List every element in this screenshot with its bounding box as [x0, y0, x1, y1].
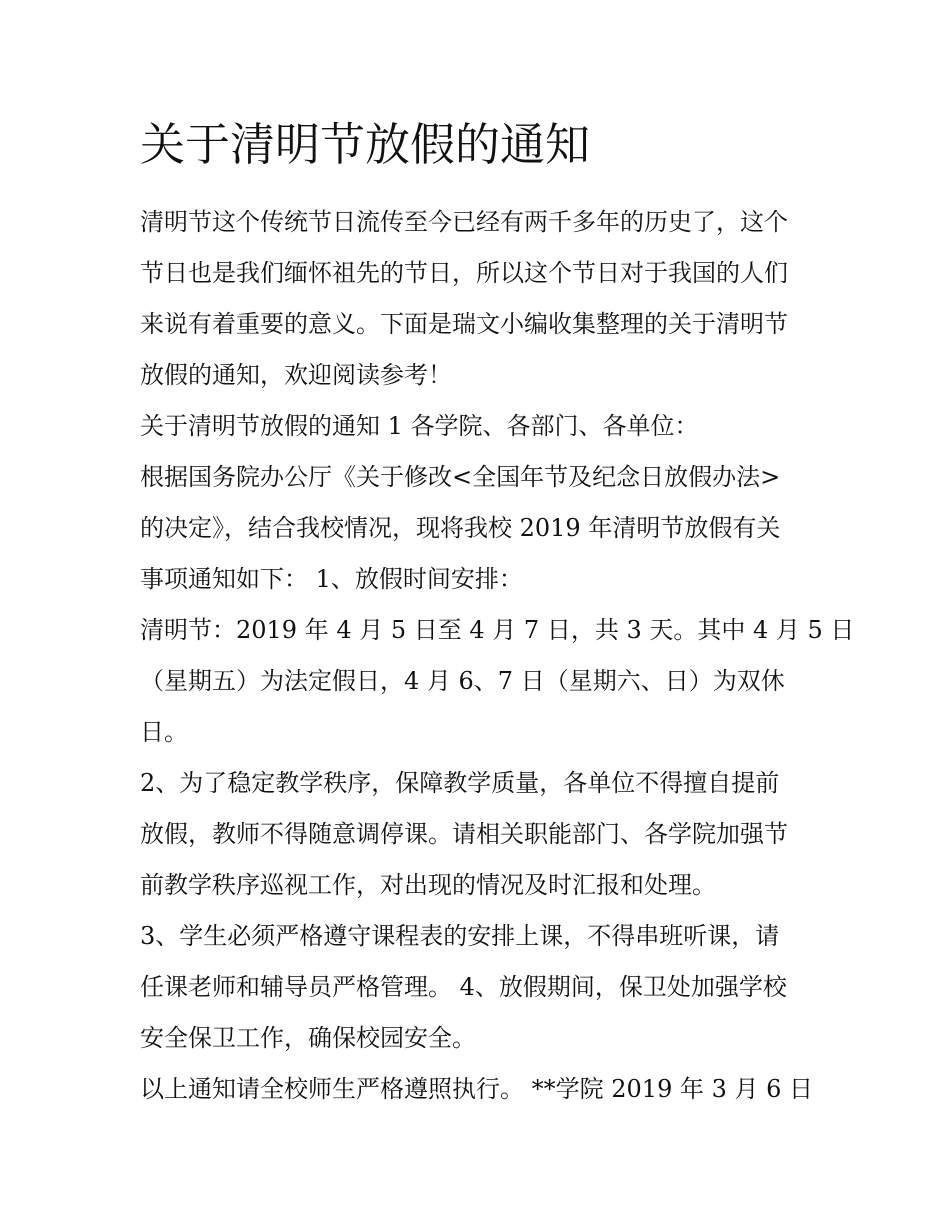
- document-title: 关于清明节放假的通知: [140, 118, 591, 171]
- paragraph-line: 节日也是我们缅怀祖先的节日，所以这个节日对于我国的人们: [140, 259, 788, 287]
- paragraph-line: 关于清明节放假的通知 1 各学院、各部门、各单位：: [140, 412, 699, 440]
- paragraph-line: 安全保卫工作，确保校园安全。: [140, 1024, 476, 1052]
- paragraph-line: 前教学秩序巡视工作，对出现的情况及时汇报和处理。: [140, 871, 716, 899]
- paragraph-line: 任课老师和辅导员严格管理。 4、放假期间，保卫处加强学校: [140, 973, 787, 1001]
- paragraph-line: 来说有着重要的意义。下面是瑞文小编收集整理的关于清明节: [140, 310, 788, 338]
- paragraph-line: 清明节这个传统节日流传至今已经有两千多年的历史了，这个: [140, 208, 788, 236]
- paragraph-line: 日。: [140, 718, 188, 746]
- paragraph-line: 放假的通知，欢迎阅读参考！: [140, 361, 452, 389]
- paragraph-line: 清明节：2019 年 4 月 5 日至 4 月 7 日，共 3 天。其中 4 月 5 日: [140, 616, 855, 644]
- paragraph-line: 放假，教师不得随意调停课。请相关职能部门、各学院加强节: [140, 820, 788, 848]
- paragraph-line: 根据国务院办公厅《关于修改<全国年节及纪念日放假办法>: [140, 463, 781, 491]
- paragraph-line: 3、学生必须严格遵守课程表的安排上课，不得串班听课，请: [140, 922, 780, 950]
- paragraph-line: 的决定》，结合我校情况，现将我校 2019 年清明节放假有关: [140, 514, 781, 542]
- paragraph-line: 2、为了稳定教学秩序，保障教学质量，各单位不得擅自提前: [140, 769, 780, 797]
- paragraph-line: 事项通知如下： 1、放假时间安排：: [140, 565, 523, 593]
- paragraph-line: 以上通知请全校师生严格遵照执行。 **学院 2019 年 3 月 6 日: [140, 1075, 814, 1103]
- paragraph-line: （星期五）为法定假日，4 月 6、7 日（星期六、日）为双休: [140, 667, 785, 695]
